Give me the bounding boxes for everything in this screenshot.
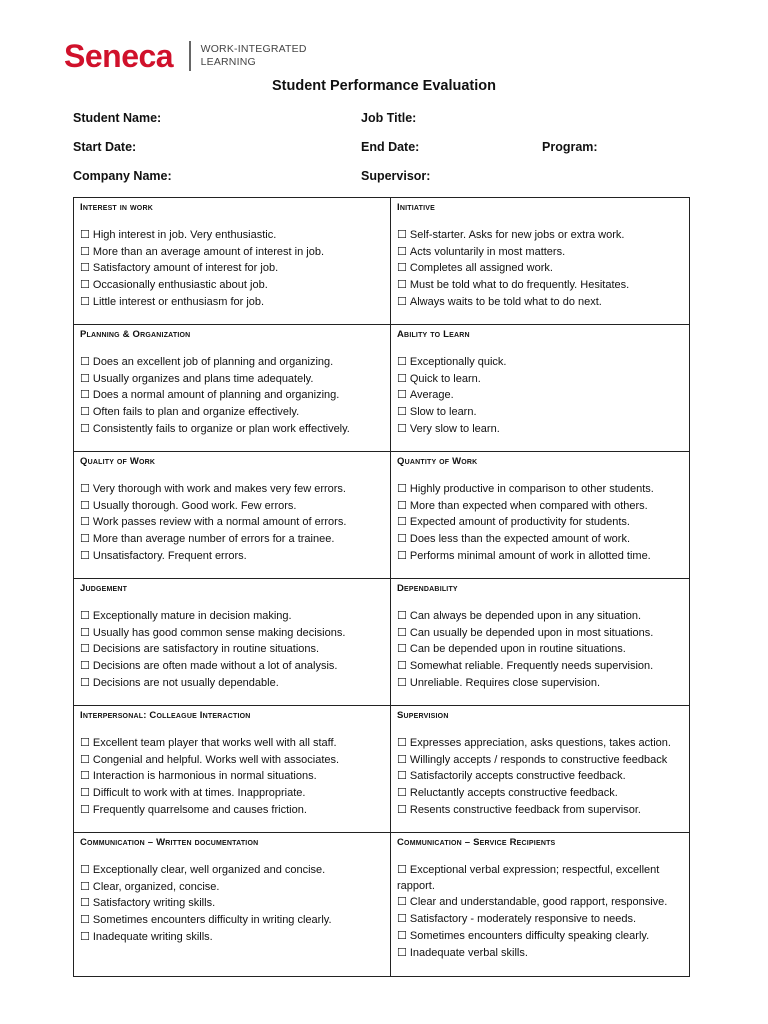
rating-option-label: Congenial and helpful. Works well with associates. bbox=[92, 753, 340, 766]
checkbox[interactable]: ☐ bbox=[80, 261, 90, 275]
rating-option-label: Excellent team player that works well with all staff. bbox=[92, 737, 337, 749]
category-title: Interest in work bbox=[80, 202, 153, 213]
checkbox[interactable]: ☐ bbox=[397, 498, 407, 512]
seneca-logo bbox=[64, 36, 307, 76]
rating-option bbox=[397, 294, 683, 311]
rating-option bbox=[80, 625, 384, 642]
rating-option-label: Occasionally enthusiastic about job. bbox=[92, 279, 268, 292]
evaluation-row bbox=[74, 706, 690, 833]
evaluation-row bbox=[74, 452, 690, 579]
rating-option bbox=[80, 895, 384, 912]
category-content bbox=[391, 579, 689, 692]
checkbox[interactable]: ☐ bbox=[397, 609, 407, 622]
evaluation-category-cell bbox=[391, 706, 690, 833]
evaluation-category-cell bbox=[74, 579, 391, 706]
rating-option-label: Unreliable. Requires close supervision. bbox=[409, 676, 601, 689]
checkbox[interactable]: ☐ bbox=[80, 355, 90, 368]
rating-option-label: Satisfactorily accepts constructive feedback. bbox=[409, 770, 626, 783]
rating-option-label: Does a normal amount of planning and organizing. bbox=[92, 389, 340, 402]
checkbox[interactable]: ☐ bbox=[397, 548, 407, 562]
rating-option bbox=[397, 768, 683, 785]
rating-option bbox=[397, 277, 683, 294]
rating-option bbox=[80, 641, 384, 658]
rating-option-label: Usually has good common sense making decisions. bbox=[92, 626, 346, 639]
evaluation-category-cell bbox=[74, 198, 391, 325]
checkbox[interactable]: ☐ bbox=[397, 261, 407, 275]
rating-option-label: More than average number of errors for a trainee. bbox=[92, 533, 335, 546]
checkbox[interactable]: ☐ bbox=[80, 769, 90, 783]
evaluation-row bbox=[74, 325, 690, 452]
evaluation-category-cell bbox=[74, 452, 391, 579]
logo-brand-text: Seneca bbox=[64, 38, 174, 74]
checkbox[interactable]: ☐ bbox=[397, 752, 407, 766]
rating-option bbox=[80, 929, 384, 946]
logo-tagline bbox=[201, 43, 307, 69]
rating-option-label: Sometimes encounters difficulty speaking clearly. bbox=[409, 929, 650, 942]
supervisor-label: Supervisor: bbox=[361, 169, 431, 183]
checkbox[interactable]: ☐ bbox=[397, 355, 407, 368]
rating-option-label: Must be told what to do frequently. Hesitates. bbox=[409, 279, 630, 292]
rating-option-label: Inadequate verbal skills. bbox=[409, 946, 528, 959]
rating-option-label: Decisions are not usually dependable. bbox=[92, 676, 279, 689]
rating-option bbox=[80, 404, 384, 421]
checkbox[interactable]: ☐ bbox=[80, 532, 90, 546]
rating-option-label: Little interest or enthusiasm for job. bbox=[92, 295, 265, 308]
rating-option bbox=[397, 244, 683, 261]
rating-option bbox=[80, 531, 384, 548]
rating-option-label: Exceptionally clear, well organized and concise. bbox=[92, 864, 326, 876]
rating-option-label: Interaction is harmonious in normal situations. bbox=[92, 770, 317, 783]
checkbox[interactable]: ☐ bbox=[397, 928, 407, 942]
company-name-label: Company Name: bbox=[73, 169, 172, 183]
rating-option bbox=[80, 371, 384, 388]
checkbox[interactable]: ☐ bbox=[80, 913, 90, 927]
rating-option bbox=[397, 514, 683, 531]
checkbox[interactable]: ☐ bbox=[397, 278, 407, 292]
checkbox[interactable]: ☐ bbox=[80, 498, 90, 512]
evaluation-table bbox=[73, 197, 690, 977]
rating-option bbox=[397, 735, 683, 752]
category-title: Dependability bbox=[397, 583, 458, 594]
category-content bbox=[391, 706, 689, 819]
rating-option-label: Consistently fails to organize or plan work effectively. bbox=[92, 422, 350, 435]
rating-option-label: Usually thorough. Good work. Few errors. bbox=[92, 499, 297, 512]
rating-option bbox=[397, 658, 683, 675]
checkbox[interactable]: ☐ bbox=[80, 548, 90, 562]
rating-option bbox=[397, 675, 683, 692]
rating-option bbox=[80, 768, 384, 785]
rating-option-label: Acts voluntarily in most matters. bbox=[409, 245, 566, 258]
rating-option bbox=[80, 260, 384, 277]
checkbox[interactable]: ☐ bbox=[80, 659, 90, 673]
checkbox[interactable]: ☐ bbox=[80, 405, 90, 419]
program-label: Program: bbox=[542, 140, 598, 154]
checkbox[interactable]: ☐ bbox=[80, 278, 90, 292]
rating-option bbox=[80, 912, 384, 929]
rating-option-label: Can usually be depended upon in most situations. bbox=[409, 626, 654, 639]
rating-option bbox=[80, 277, 384, 294]
rating-option-label: Sometimes encounters difficulty in writing clearly. bbox=[92, 914, 332, 927]
rating-option bbox=[397, 785, 683, 802]
rating-option-label: More than an average amount of interest in job. bbox=[92, 245, 325, 258]
checkbox[interactable]: ☐ bbox=[397, 515, 407, 529]
rating-option bbox=[80, 752, 384, 769]
checkbox[interactable]: ☐ bbox=[80, 609, 90, 622]
rating-option-label: Clear and understandable, good rapport, responsive. bbox=[409, 896, 668, 909]
checkbox[interactable]: ☐ bbox=[80, 879, 90, 893]
rating-option-label: Quick to learn. bbox=[409, 372, 481, 385]
checkbox[interactable]: ☐ bbox=[80, 371, 90, 385]
rating-option-label: Expresses appreciation, asks questions, takes action. bbox=[409, 737, 671, 749]
rating-option bbox=[397, 481, 683, 498]
checkbox[interactable]: ☐ bbox=[397, 659, 407, 673]
rating-option bbox=[397, 531, 683, 548]
logo-divider bbox=[189, 41, 191, 71]
checkbox[interactable]: ☐ bbox=[80, 515, 90, 529]
checkbox[interactable]: ☐ bbox=[80, 675, 90, 689]
evaluation-category-cell bbox=[391, 833, 690, 977]
rating-option-label: Decisions are often made without a lot of analysis. bbox=[92, 660, 338, 673]
rating-option bbox=[397, 371, 683, 388]
rating-option-label: Inadequate writing skills. bbox=[92, 930, 213, 943]
category-content bbox=[391, 452, 689, 565]
rating-option-label: Clear, organized, concise. bbox=[92, 880, 220, 893]
checkbox[interactable]: ☐ bbox=[397, 405, 407, 419]
logo-tagline-line-2: LEARNING bbox=[200, 56, 256, 68]
checkbox[interactable]: ☐ bbox=[397, 736, 407, 749]
rating-option-label: Satisfactory writing skills. bbox=[92, 897, 216, 910]
rating-option-label: Frequently quarrelsome and causes friction. bbox=[92, 803, 307, 816]
category-content bbox=[74, 706, 390, 819]
evaluation-category-cell bbox=[391, 325, 690, 452]
evaluation-category-cell bbox=[74, 325, 391, 452]
rating-option-label: Completes all assigned work. bbox=[409, 262, 553, 275]
rating-option bbox=[397, 608, 683, 625]
checkbox[interactable]: ☐ bbox=[80, 929, 90, 943]
evaluation-row bbox=[74, 833, 690, 977]
rating-option-label: Self-starter. Asks for new jobs or extra work. bbox=[409, 229, 625, 241]
end-date-label: End Date: bbox=[361, 140, 420, 154]
category-title: Communication – Service Recipients bbox=[397, 837, 556, 848]
rating-option-label: Slow to learn. bbox=[409, 406, 477, 419]
rating-option-label: Difficult to work with at times. Inappropriate. bbox=[92, 787, 306, 800]
category-content bbox=[74, 833, 390, 946]
rating-option bbox=[397, 227, 683, 244]
rating-option bbox=[80, 675, 384, 692]
rating-option bbox=[397, 802, 683, 819]
category-title: Communication – Written documentation bbox=[80, 837, 259, 848]
checkbox[interactable]: ☐ bbox=[397, 294, 407, 308]
checkbox[interactable]: ☐ bbox=[80, 802, 90, 816]
category-title: Interpersonal: Colleague Interaction bbox=[80, 710, 251, 721]
rating-option bbox=[397, 498, 683, 515]
rating-option-label: Often fails to plan and organize effectively. bbox=[92, 406, 300, 419]
checkbox[interactable]: ☐ bbox=[80, 896, 90, 910]
rating-option bbox=[80, 785, 384, 802]
rating-option-label: Work passes review with a normal amount of errors. bbox=[92, 516, 347, 529]
rating-option-label: Unsatisfactory. Frequent errors. bbox=[92, 549, 247, 562]
category-title: Supervision bbox=[397, 710, 449, 721]
evaluation-category-cell bbox=[74, 706, 391, 833]
category-title: Ability to Learn bbox=[397, 329, 470, 340]
rating-option bbox=[80, 879, 384, 896]
rating-option-label: Decisions are satisfactory in routine situations. bbox=[92, 643, 320, 656]
category-title: Planning & Organization bbox=[80, 329, 191, 340]
rating-option bbox=[80, 227, 384, 244]
rating-option bbox=[397, 354, 683, 371]
checkbox[interactable]: ☐ bbox=[80, 752, 90, 766]
rating-option-label: Average. bbox=[409, 389, 454, 402]
checkbox[interactable]: ☐ bbox=[80, 863, 90, 876]
rating-option bbox=[80, 548, 384, 565]
category-content bbox=[74, 452, 390, 565]
checkbox[interactable]: ☐ bbox=[397, 532, 407, 546]
checkbox[interactable]: ☐ bbox=[397, 863, 407, 876]
rating-option bbox=[397, 945, 683, 962]
checkbox[interactable]: ☐ bbox=[397, 786, 407, 800]
category-content bbox=[391, 833, 689, 961]
logo-tagline-line-1: WORK-INTEGRATED bbox=[200, 43, 307, 55]
rating-option-label: Willingly accepts / responds to constructive feedback bbox=[409, 753, 668, 766]
category-content bbox=[391, 198, 689, 311]
category-title: Quantity of Work bbox=[397, 456, 478, 467]
rating-option-label: Can be depended upon in routine situations. bbox=[409, 643, 626, 656]
category-title: Initiative bbox=[397, 202, 435, 213]
checkbox[interactable]: ☐ bbox=[397, 421, 407, 435]
evaluation-category-cell bbox=[391, 452, 690, 579]
rating-option bbox=[80, 481, 384, 498]
rating-option bbox=[80, 354, 384, 371]
checkbox[interactable]: ☐ bbox=[80, 736, 90, 749]
start-date-label: Start Date: bbox=[73, 140, 137, 154]
rating-option bbox=[80, 514, 384, 531]
checkbox[interactable]: ☐ bbox=[80, 244, 90, 258]
category-title: Judgement bbox=[80, 583, 128, 594]
checkbox[interactable]: ☐ bbox=[397, 228, 407, 241]
rating-option bbox=[397, 548, 683, 565]
checkbox[interactable]: ☐ bbox=[397, 769, 407, 783]
checkbox[interactable]: ☐ bbox=[397, 675, 407, 689]
evaluation-row bbox=[74, 579, 690, 706]
evaluation-category-cell bbox=[391, 198, 690, 325]
rating-option bbox=[397, 752, 683, 769]
rating-option-label: Does less than the expected amount of work. bbox=[409, 533, 630, 546]
rating-option-label: Performs minimal amount of work in allotted time. bbox=[409, 549, 651, 562]
rating-option-label: Highly productive in comparison to other students. bbox=[409, 483, 654, 495]
checkbox[interactable]: ☐ bbox=[80, 294, 90, 308]
checkbox[interactable]: ☐ bbox=[80, 388, 90, 402]
page-title: Student Performance Evaluation bbox=[272, 78, 496, 94]
checkbox[interactable]: ☐ bbox=[80, 625, 90, 639]
rating-option-label: Satisfactory amount of interest for job. bbox=[92, 262, 279, 275]
rating-option-label: Exceptionally quick. bbox=[409, 356, 507, 368]
rating-option bbox=[397, 260, 683, 277]
evaluation-category-cell bbox=[391, 579, 690, 706]
rating-option-label: Always waits to be told what to do next. bbox=[409, 295, 602, 308]
rating-option bbox=[80, 421, 384, 438]
checkbox[interactable]: ☐ bbox=[397, 371, 407, 385]
rating-option-label: Does an excellent job of planning and organizing. bbox=[92, 356, 334, 368]
rating-option bbox=[80, 387, 384, 404]
category-content bbox=[74, 579, 390, 692]
rating-option-label: Satisfactory - moderately responsive to needs. bbox=[409, 913, 637, 926]
category-content bbox=[74, 325, 390, 438]
job-title-label: Job Title: bbox=[361, 111, 417, 125]
checkbox[interactable]: ☐ bbox=[80, 228, 90, 241]
rating-option-label: More than expected when compared with others. bbox=[409, 499, 648, 512]
rating-option-label: Somewhat reliable. Frequently needs supervision. bbox=[409, 660, 654, 673]
rating-option bbox=[397, 421, 683, 438]
rating-option-label: Exceptionally mature in decision making. bbox=[92, 610, 292, 622]
category-content bbox=[74, 198, 390, 311]
rating-option-label: Usually organizes and plans time adequately. bbox=[92, 372, 314, 385]
rating-option bbox=[80, 244, 384, 261]
checkbox[interactable]: ☐ bbox=[80, 642, 90, 656]
rating-option-label: Reluctantly accepts constructive feedback. bbox=[409, 787, 618, 800]
rating-option-label: Very slow to learn. bbox=[409, 422, 500, 435]
rating-option bbox=[397, 862, 683, 894]
checkbox[interactable]: ☐ bbox=[397, 625, 407, 639]
checkbox[interactable]: ☐ bbox=[397, 642, 407, 656]
student-name-label: Student Name: bbox=[73, 111, 162, 125]
rating-option bbox=[397, 641, 683, 658]
rating-option bbox=[80, 294, 384, 311]
rating-option-label: Resents constructive feedback from supervisor. bbox=[409, 803, 641, 816]
rating-option bbox=[397, 387, 683, 404]
category-content bbox=[391, 325, 689, 438]
rating-option bbox=[80, 862, 384, 879]
checkbox[interactable]: ☐ bbox=[397, 912, 407, 926]
rating-option bbox=[397, 625, 683, 642]
checkbox[interactable]: ☐ bbox=[80, 421, 90, 435]
rating-option bbox=[397, 404, 683, 421]
rating-option bbox=[397, 928, 683, 945]
rating-option bbox=[80, 608, 384, 625]
rating-option bbox=[80, 735, 384, 752]
rating-option-label: Can always be depended upon in any situation. bbox=[409, 610, 642, 622]
checkbox[interactable]: ☐ bbox=[397, 802, 407, 816]
checkbox[interactable]: ☐ bbox=[397, 895, 407, 909]
rating-option bbox=[80, 498, 384, 515]
rating-option-label: High interest in job. Very enthusiastic. bbox=[92, 229, 277, 241]
rating-option-label: Very thorough with work and makes very few errors. bbox=[92, 483, 346, 495]
rating-option-label: Expected amount of productivity for students. bbox=[409, 516, 630, 529]
checkbox[interactable]: ☐ bbox=[80, 482, 90, 495]
rating-option bbox=[397, 911, 683, 928]
checkbox[interactable]: ☐ bbox=[397, 388, 407, 402]
rating-option-label: Exceptional verbal expression; respectful, excellent rapport. bbox=[397, 864, 660, 892]
evaluation-category-cell bbox=[74, 833, 391, 977]
rating-option bbox=[397, 894, 683, 911]
checkbox[interactable]: ☐ bbox=[397, 945, 407, 959]
rating-option bbox=[80, 658, 384, 675]
category-title: Quality of Work bbox=[80, 456, 156, 467]
checkbox[interactable]: ☐ bbox=[397, 244, 407, 258]
checkbox[interactable]: ☐ bbox=[80, 786, 90, 800]
rating-option bbox=[80, 802, 384, 819]
evaluation-row bbox=[74, 198, 690, 325]
checkbox[interactable]: ☐ bbox=[397, 482, 407, 495]
